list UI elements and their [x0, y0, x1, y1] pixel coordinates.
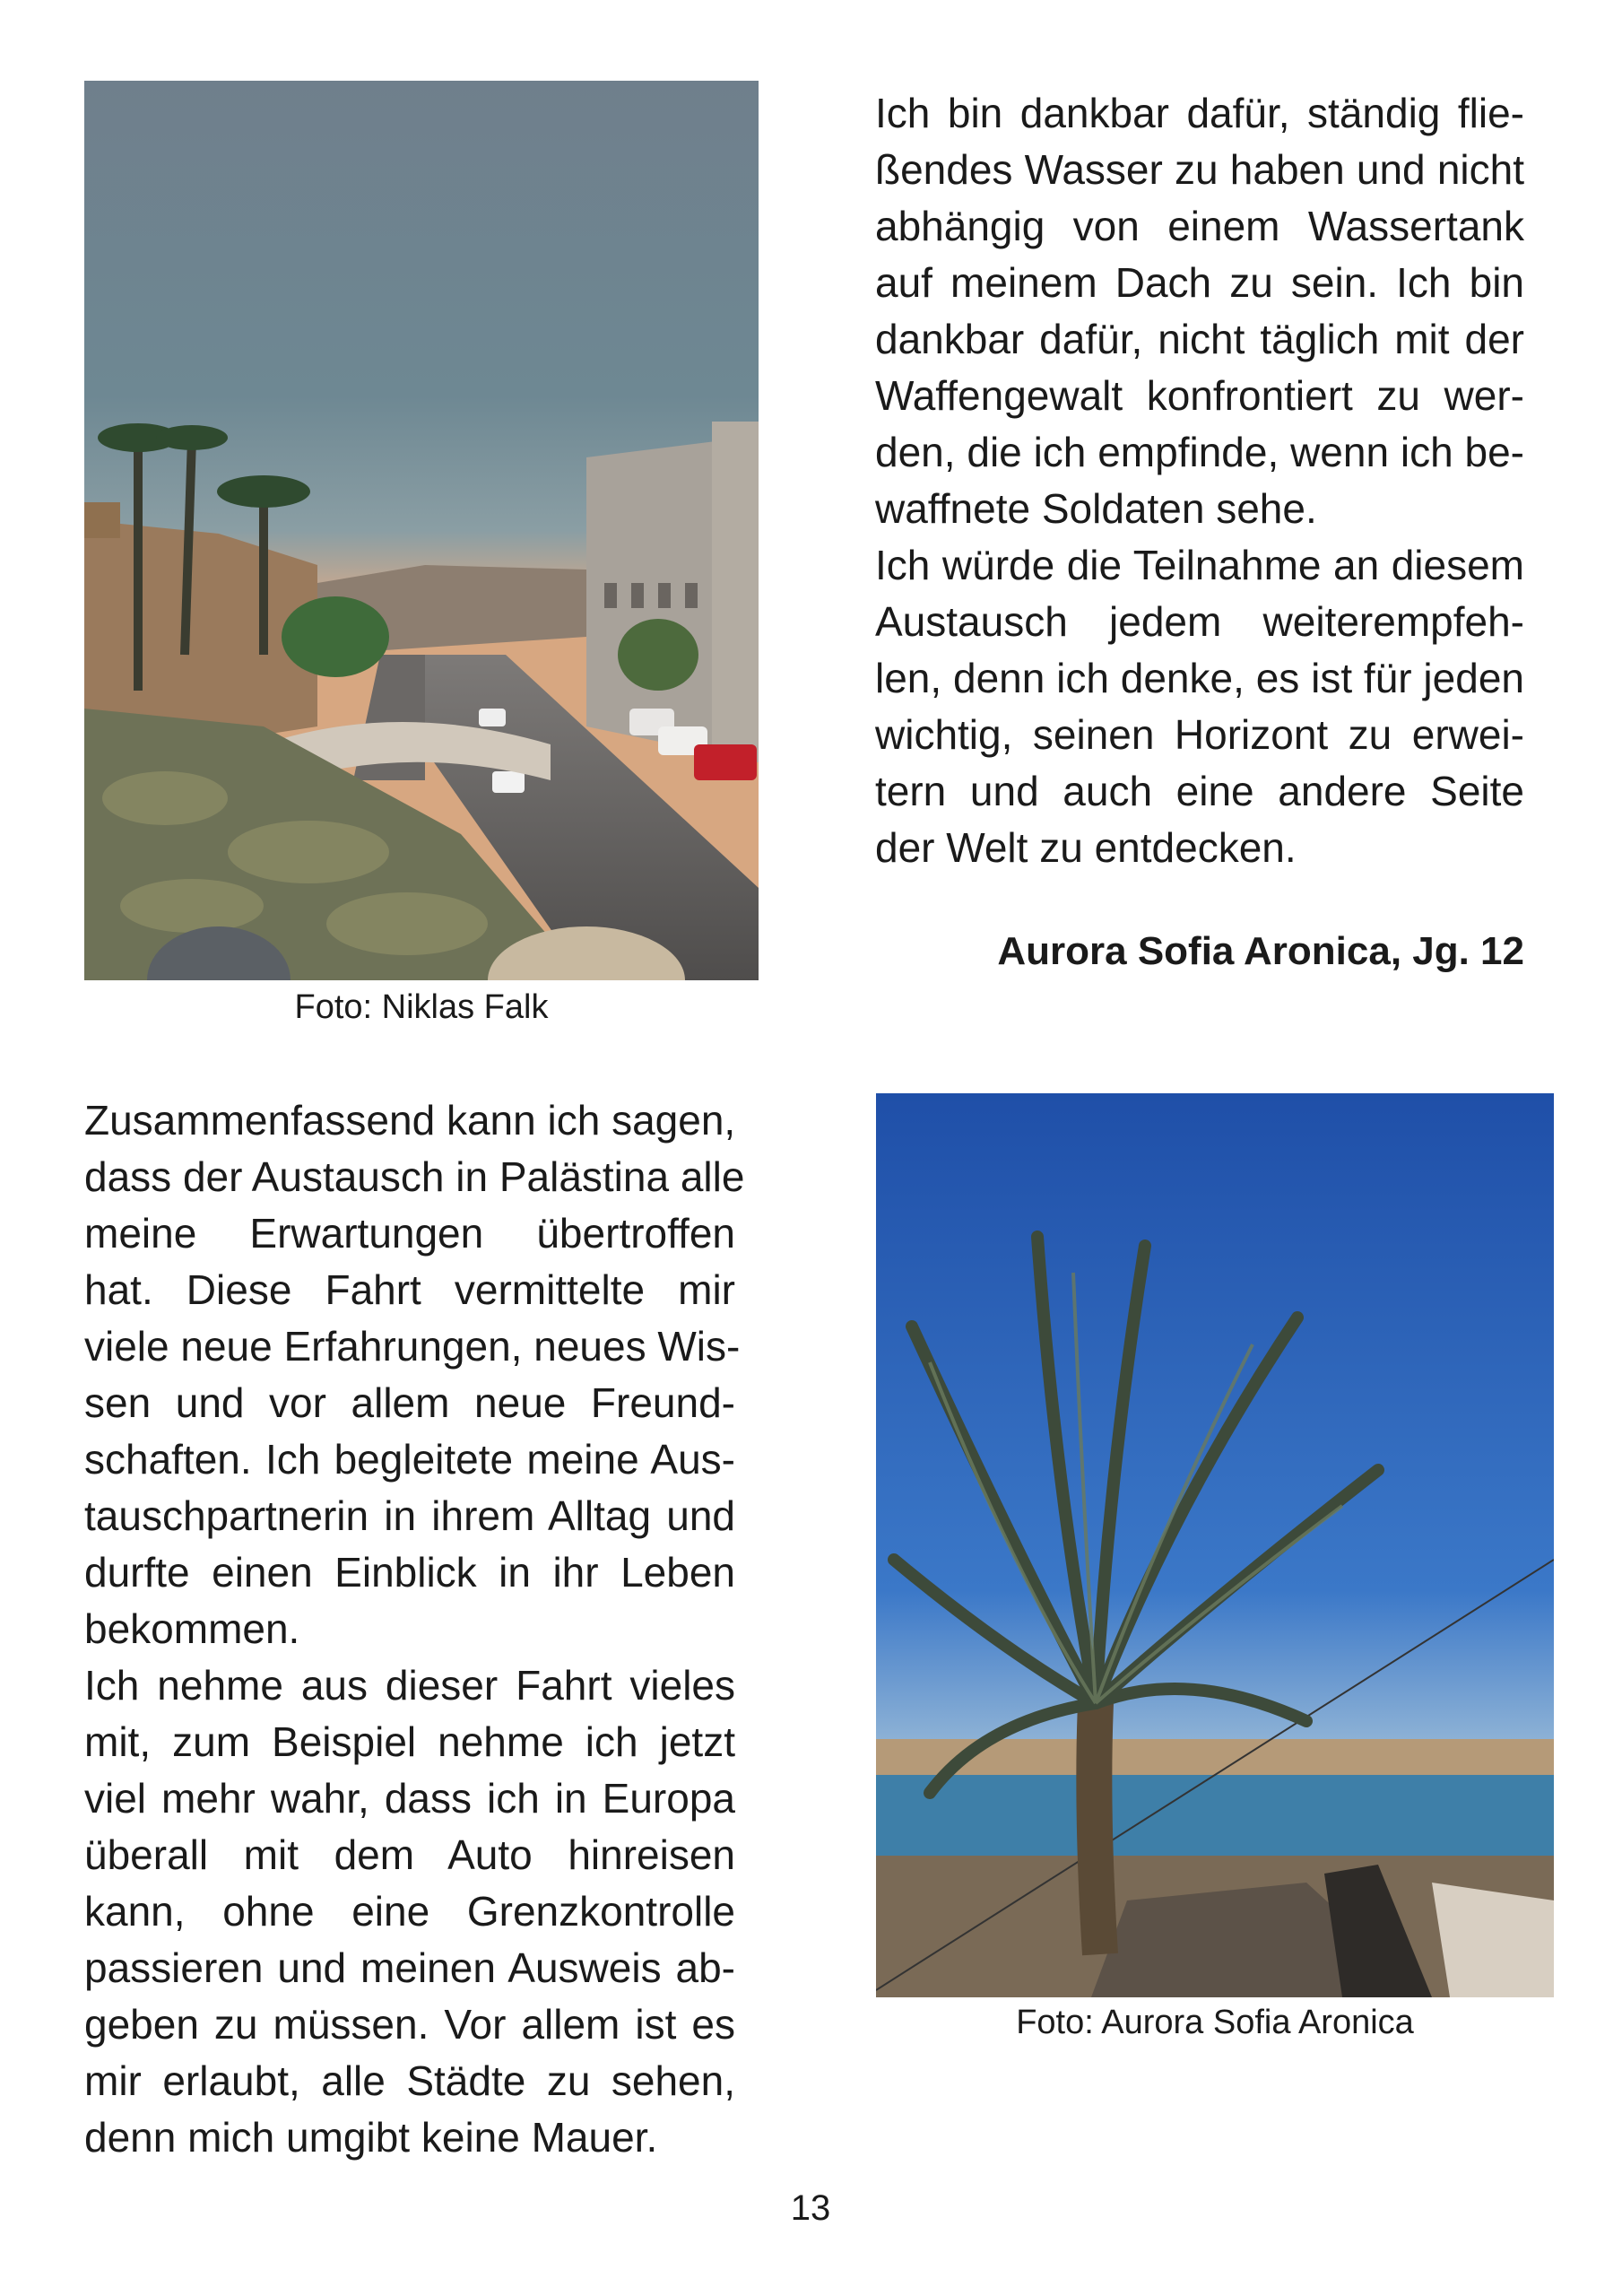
text-line: schaften. Ich begleitete meine Aus-: [84, 1436, 735, 1483]
text-line: len, denn ich denke, es ist für jeden: [875, 655, 1524, 701]
photo-jerusalem-image: [84, 81, 759, 980]
text-line: auf meinem Dach zu sein. Ich bin: [875, 259, 1524, 306]
text-line: durfte einen Einblick in ihr Leben: [84, 1549, 735, 1596]
page-number: 13: [790, 2188, 831, 2228]
text-line: mit, zum Beispiel nehme ich jetzt: [84, 1718, 735, 1765]
photo-jerusalem: [84, 81, 759, 980]
text-line: Ich bin dankbar dafür, ständig flie-: [875, 90, 1524, 136]
text-line: dankbar dafür, nicht täglich mit der: [875, 316, 1524, 362]
text-line: viel mehr wahr, dass ich in Europa: [84, 1775, 735, 1822]
text-line: abhängig von einem Wassertank: [875, 203, 1524, 249]
text-line: ßendes Wasser zu haben und nicht: [875, 146, 1524, 193]
text-line: der Welt zu entdecken.: [875, 824, 1297, 871]
text-line: Ich nehme aus dieser Fahrt vieles: [84, 1662, 735, 1709]
photo-palm-image: [876, 1093, 1554, 1997]
text-line: Waffengewalt konfrontiert zu wer-: [875, 372, 1524, 419]
photo-palm-caption: Foto: Aurora Sofia Aronica: [1016, 2004, 1414, 2041]
text-line: überall mit dem Auto hinreisen: [84, 1831, 735, 1878]
text-line: Austausch jedem weiterempfeh-: [875, 598, 1524, 645]
text-line: mir erlaubt, alle Städte zu sehen,: [84, 2057, 735, 2104]
right-column-text: [875, 85, 1524, 876]
text-line: tauschpartnerin in ihrem Alltag und: [84, 1492, 735, 1539]
text-line: meine Erwartungen übertroffen: [84, 1210, 735, 1257]
text-line: Zusammenfassend kann ich sagen,: [84, 1097, 736, 1144]
text-line: passieren und meinen Ausweis ab-: [84, 1944, 735, 1991]
photo-palm: [876, 1093, 1554, 1997]
text-line: denn mich umgibt keine Mauer.: [84, 2114, 658, 2161]
text-line: wichtig, seinen Horizont zu erwei-: [875, 711, 1524, 758]
right-paragraph-1: [875, 85, 1524, 537]
text-line: hat. Diese Fahrt vermittelte mir: [84, 1266, 735, 1313]
left-paragraph-1: [84, 1092, 745, 1657]
text-line: geben zu müssen. Vor allem ist es: [84, 2001, 735, 2048]
text-line: den, die ich empfinde, wenn ich be-: [875, 429, 1524, 475]
photo-jerusalem-caption: Foto: Niklas Falk: [294, 988, 549, 1026]
text-line: viele neue Erfahrungen, neues Wis-: [84, 1323, 741, 1370]
text-line: sen und vor allem neue Freund-: [84, 1379, 735, 1426]
left-paragraph-2: [84, 1657, 735, 2166]
right-paragraph-2: [875, 537, 1524, 876]
left-column-text: [84, 1092, 745, 2166]
text-line: Ich würde die Teilnahme an diesem: [875, 542, 1524, 588]
text-line: dass der Austausch in Palästina alle: [84, 1153, 745, 1200]
text-line: kann, ohne eine Grenzkontrolle: [84, 1888, 735, 1935]
text-line: tern und auch eine andere Seite: [875, 768, 1524, 814]
author-signature: Aurora Sofia Aronica, Jg. 12: [997, 929, 1524, 973]
text-line: waffnete Soldaten sehe.: [875, 485, 1317, 532]
text-line: bekommen.: [84, 1605, 300, 1652]
